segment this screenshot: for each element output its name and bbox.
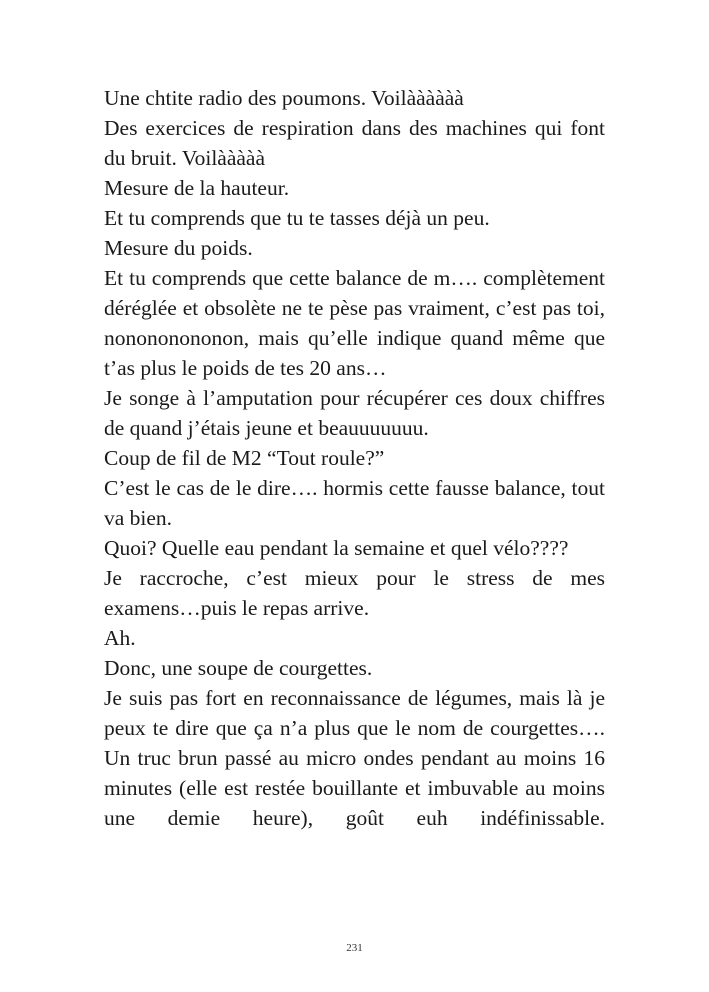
paragraph: C’est le cas de le dire…. hormis cette fausse balance, tout va bien. <box>104 476 605 530</box>
paragraph: Donc, une soupe de courgettes. <box>104 656 373 680</box>
paragraph: Des exercices de respiration dans des machines qui font du bruit. Voilààààà <box>104 116 605 170</box>
paragraph: Mesure de la hauteur. <box>104 176 290 200</box>
paragraph: Je songe à l’amputation pour récupérer ces doux chiffres de quand j’étais jeune et beauuuuuuu. <box>104 386 605 440</box>
paragraph: Je suis pas fort en reconnaissance de légumes, mais là je peux te dire que ça n’a plus que le nom de courgettes…. Un truc brun passé au micro ondes pendant au moins 16 minutes (elle est restée bouillante et imbuvable au moins une demie heure), goût euh indéfinissable. <box>104 686 605 830</box>
paragraph: Une chtite radio des poumons. Voilàààààà <box>104 86 464 110</box>
paragraph: Je raccroche, c’est mieux pour le stress de mes examens…puis le repas arrive. <box>104 566 605 620</box>
paragraph: Quoi? Quelle eau pendant la semaine et quel vélo???? <box>104 536 569 560</box>
text-body <box>104 83 605 833</box>
paragraph: Mesure du poids. <box>104 236 253 260</box>
paragraph: Et tu comprends que cette balance de m…. complètement déréglée et obsolète ne te pèse pas vraiment, c’est pas toi, nonononononon, mais qu’elle indique quand même que t’as plus le poids de tes 20 ans… <box>104 266 605 380</box>
paragraph: Et tu comprends que tu te tasses déjà un peu. <box>104 206 490 230</box>
paragraph: Coup de fil de M2 “Tout roule?” <box>104 446 385 470</box>
paragraph: Ah. <box>104 626 136 650</box>
page-number: 231 <box>346 942 363 954</box>
